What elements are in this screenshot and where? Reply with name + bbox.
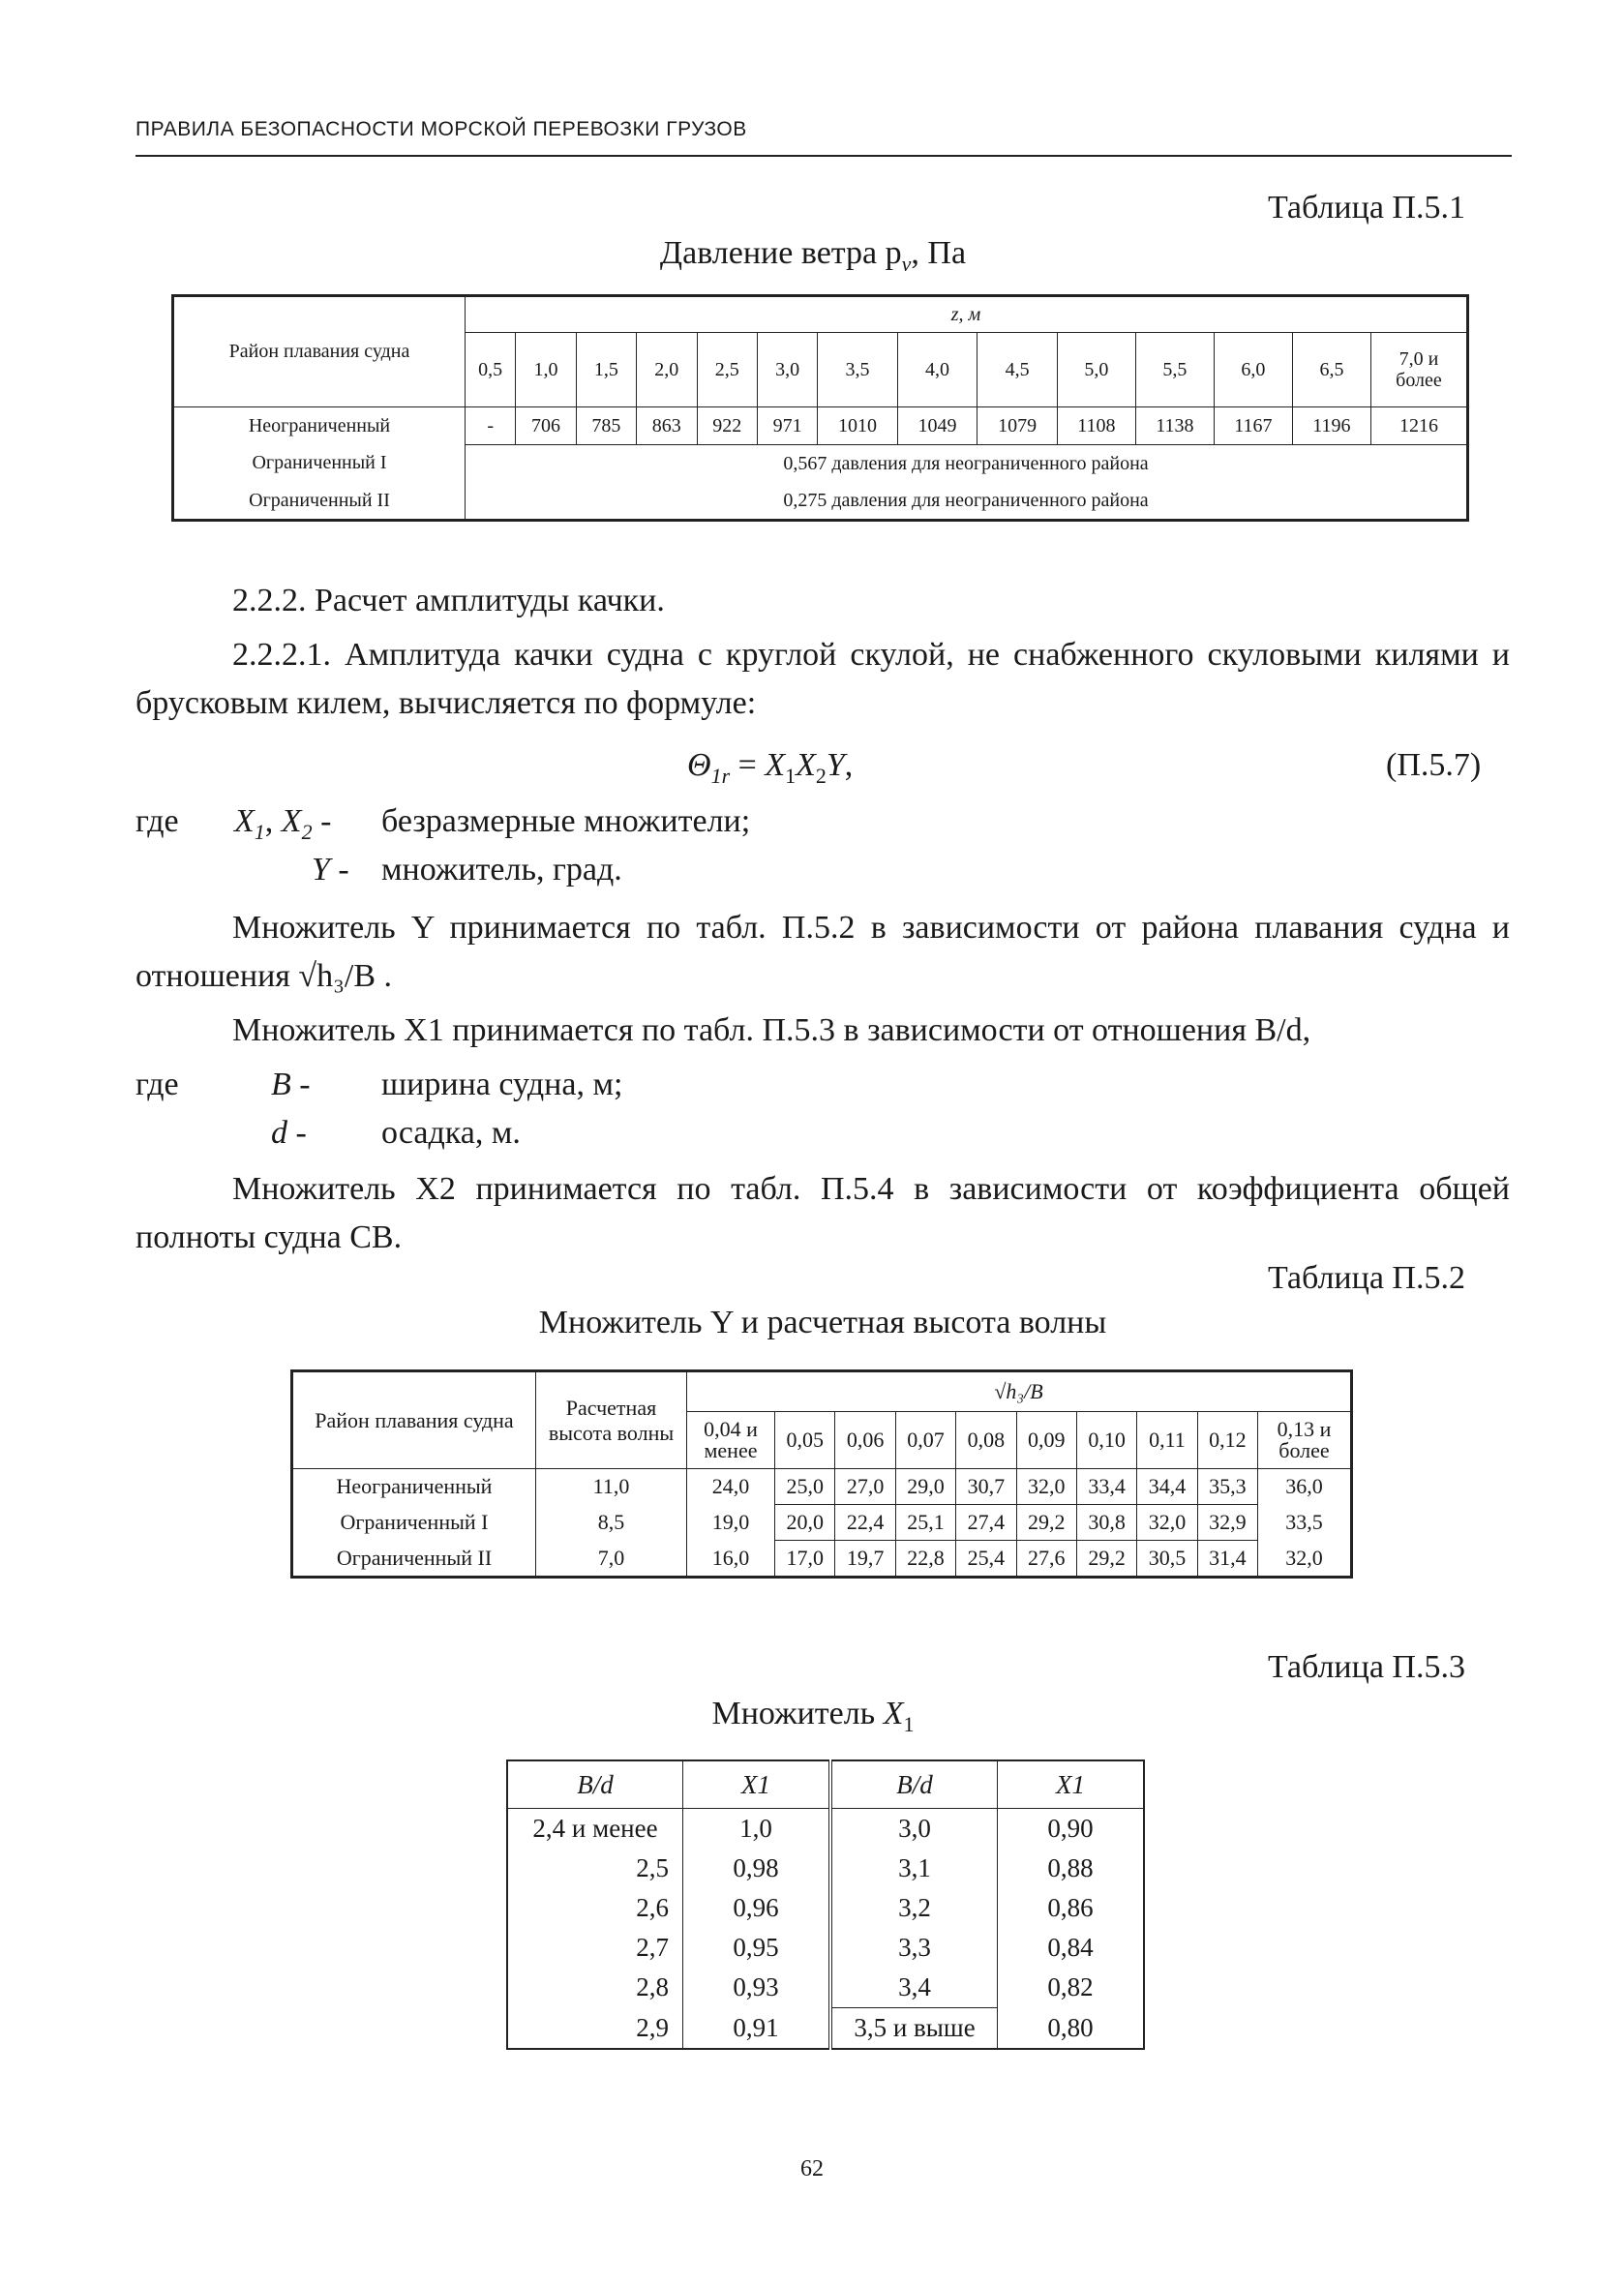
t2-value: 25,4 xyxy=(956,1541,1016,1578)
t1-value: 706 xyxy=(516,407,576,445)
t2-value: 30,5 xyxy=(1137,1541,1197,1578)
table2 xyxy=(290,1369,1353,1579)
t2-value: 20,0 xyxy=(775,1505,835,1541)
t3-cell: 0,82 xyxy=(998,1968,1145,2008)
t2-value: 27,6 xyxy=(1016,1541,1076,1578)
running-header: ПРАВИЛА БЕЗОПАСНОСТИ МОРСКОЙ ПЕРЕВОЗКИ ГРУЗОВ xyxy=(135,118,747,140)
t3-cell: 2,5 xyxy=(507,1849,683,1888)
t3-cell: 0,96 xyxy=(683,1888,831,1928)
t2-value: 34,4 xyxy=(1137,1469,1197,1505)
t1-note: 0,567 давления для неограниченного района xyxy=(466,445,1468,483)
table3-label: Таблица П.5.3 xyxy=(1268,1649,1465,1685)
t2-value: 22,4 xyxy=(835,1505,895,1541)
t1-z-cell: 6,0 xyxy=(1214,333,1292,407)
t3-cell: 2,4 и менее xyxy=(507,1809,683,1850)
t2-value: 22,8 xyxy=(895,1541,955,1578)
def3-symbol: B - xyxy=(271,1067,311,1102)
paragraph-2: Множитель Y принимается по табл. П.5.2 в зависимости от района плавания судна и отношения √h₃/B . xyxy=(135,910,1510,994)
t2-value: 32,9 xyxy=(1197,1505,1257,1541)
t2-region: Неограниченный xyxy=(292,1469,536,1505)
t2-value: 19,7 xyxy=(835,1541,895,1578)
t1-value: 1167 xyxy=(1214,407,1292,445)
t1-z-cell: 2,5 xyxy=(697,333,757,407)
t2-region: Ограниченный I xyxy=(292,1505,536,1541)
t3-cell: 2,6 xyxy=(507,1888,683,1928)
t3-header: B/d xyxy=(830,1760,998,1809)
t2-ratio-cell: 0,09 xyxy=(1016,1412,1076,1469)
t2-value: 29,0 xyxy=(895,1469,955,1505)
t2-value: 36,0 xyxy=(1258,1469,1352,1505)
t1-z-cell: 2,0 xyxy=(637,333,697,407)
t2-value: 19,0 xyxy=(687,1505,775,1541)
t2-value: 33,4 xyxy=(1076,1469,1136,1505)
t3-cell: 2,7 xyxy=(507,1928,683,1968)
table2-title: Множитель Y и расчетная высота волны xyxy=(538,1305,1107,1340)
t2-value: 30,8 xyxy=(1076,1505,1136,1541)
t1-region: Неограниченный xyxy=(173,407,466,445)
t3-cell: 3,5 и выше xyxy=(830,2008,998,2050)
t1-z-cell: 5,0 xyxy=(1057,333,1135,407)
t2-value: 29,2 xyxy=(1016,1505,1076,1541)
t1-value: 1196 xyxy=(1292,407,1370,445)
t2-height: 11,0 xyxy=(536,1469,687,1505)
t2-value: 30,7 xyxy=(956,1469,1016,1505)
t3-cell: 3,1 xyxy=(830,1849,998,1888)
t1-region: Ограниченный II xyxy=(173,482,466,521)
t2-ratio-cell: 0,11 xyxy=(1137,1412,1197,1469)
t3-cell: 1,0 xyxy=(683,1809,831,1850)
def4-text: осадка, м. xyxy=(381,1115,521,1151)
t3-header: X1 xyxy=(683,1760,831,1809)
t1-value: 785 xyxy=(576,407,636,445)
t2-ratio-header: √h₃/B xyxy=(687,1371,1352,1412)
t2-region: Ограниченный II xyxy=(292,1541,536,1578)
t1-value: 863 xyxy=(637,407,697,445)
section-heading: 2.2.2. Расчет амплитуды качки. xyxy=(232,583,665,618)
t2-col-height: Расчетная высота волны xyxy=(536,1371,687,1469)
paragraph-4: Множитель X2 принимается по табл. П.5.4 в зависимости от коэффициента общей полноты судна CB. xyxy=(135,1171,1510,1255)
t2-value: 16,0 xyxy=(687,1541,775,1578)
table1-label: Таблица П.5.1 xyxy=(1268,190,1465,226)
t2-value: 25,0 xyxy=(775,1469,835,1505)
t2-value: 33,5 xyxy=(1258,1505,1352,1541)
t3-cell: 3,2 xyxy=(830,1888,998,1928)
page-number: 62 xyxy=(800,2156,824,2181)
t2-ratio-last: 0,13 и более xyxy=(1258,1412,1352,1469)
def2-text: множитель, град. xyxy=(381,852,622,887)
t2-col-region: Район плавания судна xyxy=(292,1371,536,1469)
t1-value: - xyxy=(466,407,516,445)
t1-z-cell: 3,5 xyxy=(818,333,898,407)
t2-ratio-cell: 0,08 xyxy=(956,1412,1016,1469)
t3-cell: 0,95 xyxy=(683,1928,831,1968)
t1-z-cell: 0,5 xyxy=(466,333,516,407)
table3 xyxy=(506,1760,1145,2050)
t3-cell: 3,4 xyxy=(830,1968,998,2008)
t3-cell: 2,9 xyxy=(507,2008,683,2050)
t3-cell: 0,86 xyxy=(998,1888,1145,1928)
t3-cell: 2,8 xyxy=(507,1968,683,2008)
t1-z-cell: 1,0 xyxy=(516,333,576,407)
t2-ratio-cell: 0,05 xyxy=(775,1412,835,1469)
paragraph-1: 2.2.2.1. Амплитуда качки судна с круглой скулой, не снабженного скуловыми килями и брусковым килем, вычисляется по формуле: xyxy=(135,637,1510,721)
def4-symbol: d - xyxy=(271,1115,307,1151)
t3-header: X1 xyxy=(998,1760,1145,1809)
t1-value: 1108 xyxy=(1057,407,1135,445)
header-rule xyxy=(135,155,1512,157)
t3-cell: 0,98 xyxy=(683,1849,831,1888)
t1-z-cell: 6,5 xyxy=(1292,333,1370,407)
t2-value: 32,0 xyxy=(1258,1541,1352,1578)
t3-header: B/d xyxy=(507,1760,683,1809)
t1-z-cell: 5,5 xyxy=(1135,333,1214,407)
t1-value: 1010 xyxy=(818,407,898,445)
t2-value: 27,0 xyxy=(835,1469,895,1505)
t1-note: 0,275 давления для неограниченного района xyxy=(466,482,1468,521)
where-2: где xyxy=(135,1067,179,1102)
t2-value: 32,0 xyxy=(1137,1505,1197,1541)
t1-value: 971 xyxy=(757,407,817,445)
t3-cell: 0,88 xyxy=(998,1849,1145,1888)
t2-height: 7,0 xyxy=(536,1541,687,1578)
t3-cell: 0,90 xyxy=(998,1809,1145,1850)
t3-cell: 0,80 xyxy=(998,2008,1145,2050)
table1 xyxy=(171,294,1469,522)
t2-value: 29,2 xyxy=(1076,1541,1136,1578)
t1-value: 1216 xyxy=(1370,407,1467,445)
t2-value: 25,1 xyxy=(895,1505,955,1541)
t2-ratio-cell: 0,07 xyxy=(895,1412,955,1469)
t1-z-cell: 3,0 xyxy=(757,333,817,407)
t1-value: 1049 xyxy=(897,407,977,445)
t1-z-cell: 1,5 xyxy=(576,333,636,407)
t1-z-cell: 4,0 xyxy=(897,333,977,407)
t3-cell: 3,3 xyxy=(830,1928,998,1968)
def1-text: безразмерные множители; xyxy=(381,803,751,839)
formula: $\Theta_{1r} = X_1X_2Y$, xyxy=(687,747,854,788)
t2-value: 24,0 xyxy=(687,1469,775,1505)
t2-ratio-first: 0,04 и менее xyxy=(687,1412,775,1469)
table3-title: Множитель $X_1$ xyxy=(711,1696,915,1736)
t2-value: 17,0 xyxy=(775,1541,835,1578)
t2-ratio-cell: 0,06 xyxy=(835,1412,895,1469)
t3-cell: 3,0 xyxy=(830,1809,998,1850)
t2-ratio-cell: 0,12 xyxy=(1197,1412,1257,1469)
t1-value: 1079 xyxy=(977,407,1058,445)
t1-value: 1138 xyxy=(1135,407,1214,445)
t1-z-header: z, м xyxy=(466,296,1468,333)
t2-height: 8,5 xyxy=(536,1505,687,1541)
t3-cell: 0,93 xyxy=(683,1968,831,2008)
t2-ratio-cell: 0,10 xyxy=(1076,1412,1136,1469)
t1-value: 922 xyxy=(697,407,757,445)
t2-value: 27,4 xyxy=(956,1505,1016,1541)
formula-number: (П.5.7) xyxy=(1386,747,1482,783)
t2-value: 32,0 xyxy=(1016,1469,1076,1505)
table1-title: Давление ветра $p_v$, Па xyxy=(659,235,967,276)
where-1: где xyxy=(135,803,179,839)
paragraph-3: Множитель X1 принимается по табл. П.5.3 в зависимости от отношения B/d, xyxy=(232,1012,1311,1048)
def2-symbol: Y - xyxy=(312,852,349,887)
t3-cell: 0,84 xyxy=(998,1928,1145,1968)
t2-value: 35,3 xyxy=(1197,1469,1257,1505)
t1-row-header: Район плавания судна xyxy=(173,296,466,407)
t1-z-cell-last: 7,0 и более xyxy=(1370,333,1467,407)
table2-label: Таблица П.5.2 xyxy=(1268,1260,1465,1296)
t1-region: Ограниченный I xyxy=(173,445,466,483)
def3-text: ширина судна, м; xyxy=(381,1067,623,1102)
t2-value: 31,4 xyxy=(1197,1541,1257,1578)
t3-cell: 0,91 xyxy=(683,2008,831,2050)
def1-symbol: $X_1$, $X_2$ - xyxy=(234,803,332,844)
t1-z-cell: 4,5 xyxy=(977,333,1058,407)
